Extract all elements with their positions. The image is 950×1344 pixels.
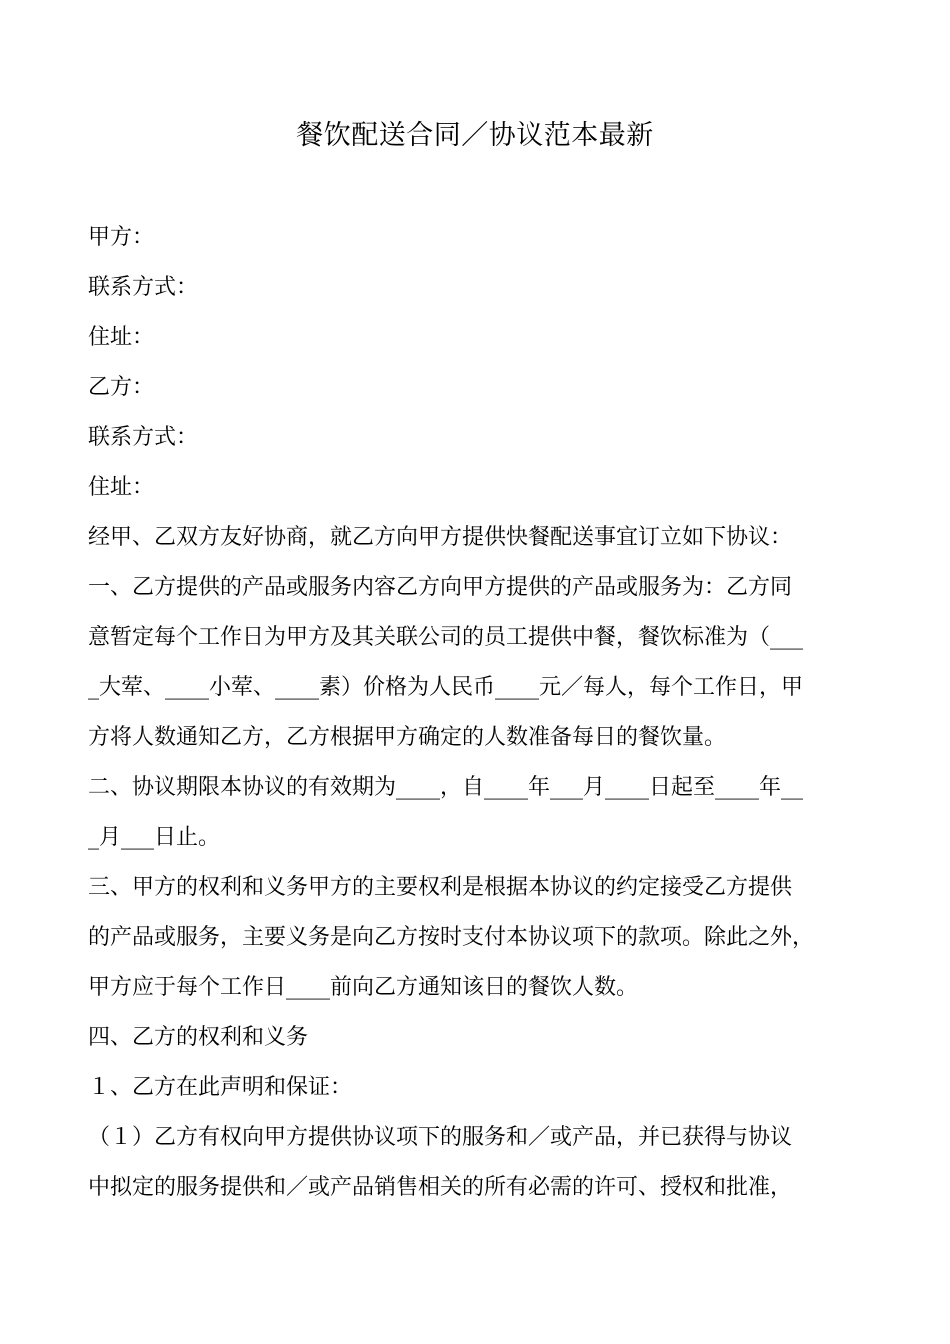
section-2-line: 二、协议期限本协议的有效期为____，自____年___月____日起至____年__ [88, 775, 804, 800]
section-1-line: _大荤、____小荤、____素）价格为人民币____元／每人，每个工作日，甲 [88, 675, 804, 700]
section-4-sub-1-line: 中拟定的服务提供和／或产品销售相关的所有必需的许可、授权和批准， [88, 1175, 793, 1200]
party-a-address-label: 住址： [88, 325, 155, 350]
section-4-item-1: １、乙方在此声明和保证： [88, 1075, 353, 1100]
section-4-heading: 四、乙方的权利和义务 [88, 1025, 309, 1050]
party-a-contact-label: 联系方式： [88, 275, 199, 300]
party-b-contact-label: 联系方式： [88, 425, 199, 450]
document-title: 餐饮配送合同／协议范本最新 [296, 120, 654, 151]
section-1-line: 意暂定每个工作日为甲方及其关联公司的员工提供中餐，餐饮标准为（___ [88, 625, 804, 650]
section-3-paragraph [88, 863, 872, 1013]
intro-paragraph: 经甲、乙双方友好协商，就乙方向甲方提供快餐配送事宜订立如下协议： [88, 525, 793, 550]
party-b-label: 乙方： [88, 375, 155, 400]
section-2-line: _月___日止。 [88, 825, 221, 850]
section-1-line: 方将人数通知乙方，乙方根据甲方确定的人数准备每日的餐饮量。 [88, 725, 727, 750]
section-1-paragraph [88, 563, 872, 763]
party-b-address-label: 住址： [88, 475, 155, 500]
section-1-line: 一、乙方提供的产品或服务内容乙方向甲方提供的产品或服务为：乙方同 [88, 575, 793, 600]
section-3-line: 的产品或服务，主要义务是向乙方按时支付本协议项下的款项。除此之外， [88, 925, 815, 950]
party-a-label: 甲方： [88, 225, 155, 250]
section-3-line: 三、甲方的权利和义务甲方的主要权利是根据本协议的约定接受乙方提供 [88, 875, 793, 900]
section-2-paragraph [88, 763, 872, 863]
section-4-sub-1-paragraph [88, 1113, 872, 1213]
section-3-line: 甲方应于每个工作日____前向乙方通知该日的餐饮人数。 [88, 975, 639, 1000]
section-4-sub-1-line: （１）乙方有权向甲方提供协议项下的服务和／或产品，并已获得与协议 [88, 1125, 793, 1150]
document-body [88, 213, 872, 1213]
